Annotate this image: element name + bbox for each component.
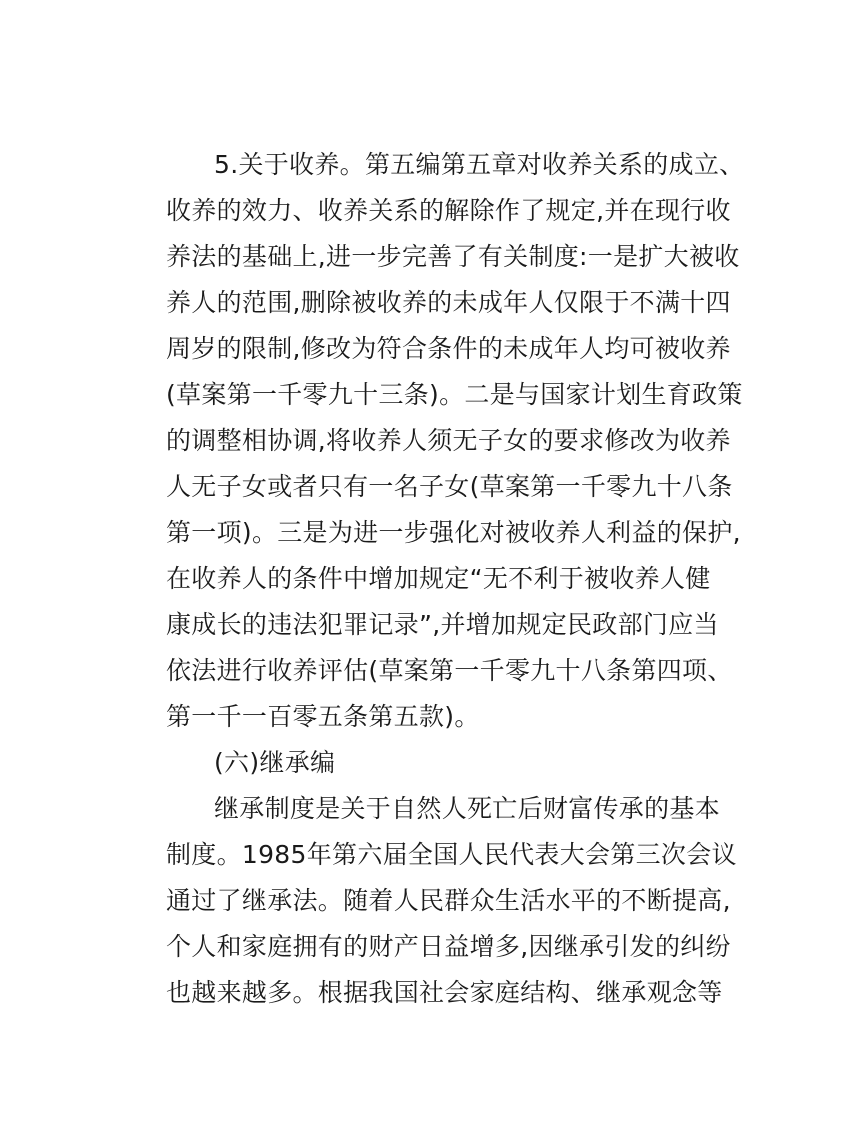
- text-line-6: (草案第一千零九十三条)。二是与国家计划生育政策: [166, 380, 743, 409]
- text-line-11: 康成长的违法犯罪记录”,并增加规定民政部门应当: [166, 610, 719, 639]
- text-line-7: 的调整相协调,将收养人须无子女的要求修改为收养: [166, 426, 731, 455]
- text-line-5: 周岁的限制,修改为符合条件的未成年人均可被收养: [166, 334, 731, 363]
- section-heading: (六)继承编: [214, 748, 336, 777]
- text-line-9: 第一项)。三是为进一步强化对被收养人利益的保护,: [166, 518, 741, 547]
- text-line-15: 继承制度是关于自然人死亡后财富传承的基本: [214, 794, 721, 823]
- text-line-16: 制度。1985年第六届全国人民代表大会第三次会议: [166, 840, 737, 869]
- text-line-2: 收养的效力、收养关系的解除作了规定,并在现行收: [166, 196, 731, 225]
- text-line-17: 通过了继承法。随着人民群众生活水平的不断提高,: [166, 886, 731, 915]
- text-line-18: 个人和家庭拥有的财产日益增多,因继承引发的纠纷: [166, 932, 731, 961]
- text-line-4: 养人的范围,删除被收养的未成年人仅限于不满十四: [166, 288, 731, 317]
- text-line-8: 人无子女或者只有一名子女(草案第一千零九十八条: [166, 472, 733, 501]
- text-line-10: 在收养人的条件中增加规定“无不利于被收养人健: [166, 564, 711, 593]
- text-line-19: 也越来越多。根据我国社会家庭结构、继承观念等: [166, 978, 723, 1007]
- text-line-3: 养法的基础上,进一步完善了有关制度:一是扩大被收: [166, 242, 740, 271]
- text-line-13: 第一千一百零五条第五款)。: [166, 702, 480, 731]
- text-line-12: 依法进行收养评估(草案第一千零九十八条第四项、: [166, 656, 733, 685]
- text-line-1: 5.关于收养。第五编第五章对收养关系的成立、: [214, 150, 745, 179]
- body-text: [166, 142, 745, 1016]
